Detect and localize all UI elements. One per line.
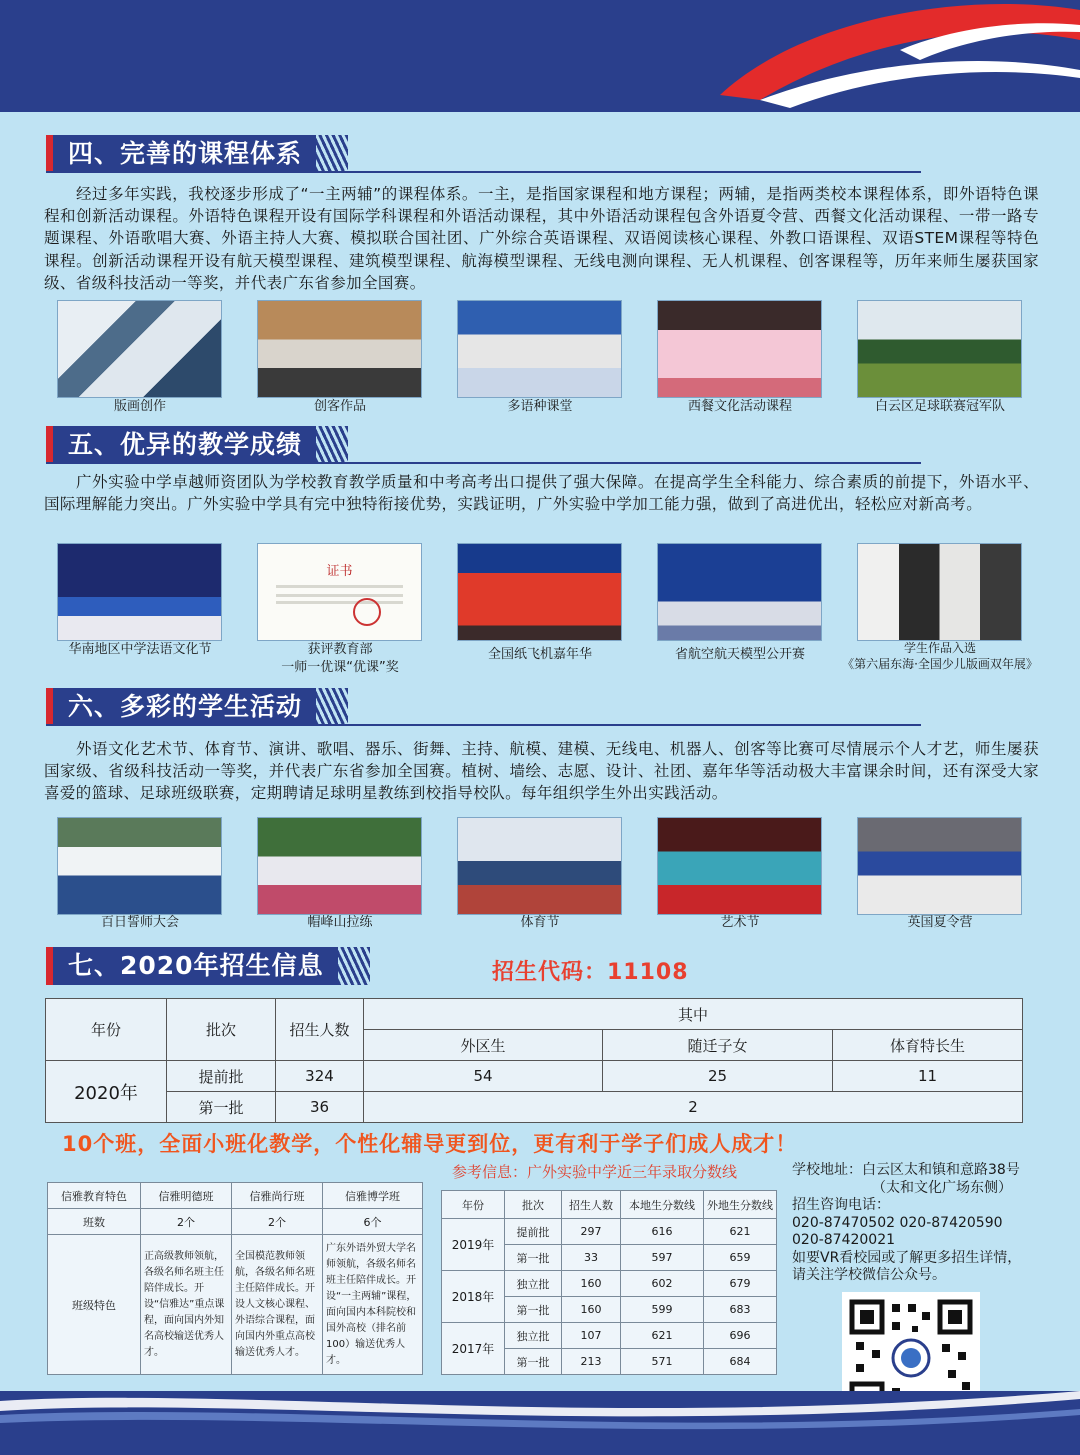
cell-outdistrict: 54 — [364, 1061, 603, 1092]
header-stripes — [316, 135, 348, 173]
photo-hiking — [257, 817, 422, 915]
cell-score: 独立批 — [505, 1271, 562, 1297]
th-feature: 信雅教育特色 — [48, 1183, 141, 1209]
section-7-title: 七、2020年招生信息 — [46, 947, 338, 985]
cell-score: 第一批 — [505, 1349, 562, 1375]
cell-score: 107 — [562, 1323, 621, 1349]
cell-score: 679 — [704, 1271, 777, 1297]
cell-class-count: 2个 — [141, 1209, 232, 1235]
section-6-header — [46, 688, 348, 726]
cell-score-year: 2018年 — [442, 1271, 505, 1323]
cell-combined: 2 — [364, 1092, 1023, 1123]
caption-paper-plane: 全国纸飞机嘉年华 — [487, 647, 592, 662]
photo-uk-camp — [857, 817, 1022, 915]
th-among: 其中 — [364, 999, 1023, 1030]
cell-score: 160 — [562, 1297, 621, 1323]
score-table — [441, 1190, 777, 1375]
section-5-paragraph: 广外实验中学卓越师资团队为学校教育教学质量和中考高考出口提供了强大保障。在提高学生全科能力、综合素质的前提下，外语水平、国际理解能力突出。广外实验中学具有完中独特衔接优势，实践证明，广外实验中学加工能力强，做到了高进优出，轻松应对新高考。 — [44, 473, 1039, 514]
cell-score: 684 — [704, 1349, 777, 1375]
caption-aerospace: 省航空航天模型公开赛 — [674, 647, 805, 662]
section-divider — [46, 724, 921, 726]
photo-certificate — [257, 543, 422, 641]
section-6-title: 六、多彩的学生活动 — [46, 688, 316, 726]
cell-score: 621 — [621, 1323, 704, 1349]
photo-sports-day — [457, 817, 622, 915]
header-stripes — [316, 426, 348, 464]
cell-feature-mingde: 正高级教师领航，各级名师名班主任陪伴成长。开设“信雅达”重点课程，面向国内外知名高校输送优秀人才。 — [141, 1235, 232, 1375]
cell-score: 659 — [704, 1245, 777, 1271]
cell-score: 33 — [562, 1245, 621, 1271]
top-banner — [0, 0, 1080, 112]
cell-sports: 11 — [833, 1061, 1023, 1092]
caption-award-line2: 一师一优课“优课”奖 — [281, 660, 399, 675]
photo-printmaking — [57, 300, 222, 398]
certificate-title: 证书 — [326, 564, 353, 579]
caption-uk-camp: 英国夏令营 — [907, 915, 973, 930]
cell-score-year: 2017年 — [442, 1323, 505, 1375]
th-outdistrict: 外区生 — [364, 1030, 603, 1061]
cell-score: 683 — [704, 1297, 777, 1323]
caption-award-line1: 获评教育部 — [307, 642, 373, 657]
cell-score: 599 — [621, 1297, 704, 1323]
cell-score: 160 — [562, 1271, 621, 1297]
header-stripes — [316, 688, 348, 726]
caption-football: 白云区足球联赛冠军队 — [874, 399, 1005, 414]
phone-number-extra: 020-87420021 — [792, 1232, 896, 1248]
swoosh-logo-decoration — [0, 0, 1080, 112]
cell-feature-shangxing: 全国模范教师领航，各级名师名班主任陪伴成长。开设人文核心课程、外语综合课程，面向国内外重点高校输送优秀人才。 — [232, 1235, 323, 1375]
section-6-paragraph: 外语文化艺术节、体育节、演讲、歌唱、器乐、街舞、主持、航模、建模、无线电、机器人、创客等比赛可尽情展示个人才艺，师生屡获国家级、省级科技活动一等奖，并代表广东省参加全国赛。植树、墙绘、志愿、设计、社团、嘉年华等活动极大丰富课余时间，还有深受大家喜爱的篮球、足球班级联赛，定期聘请足球明星教练到校指导校队。每年组织学生外出实践活动。 — [44, 740, 1039, 803]
cell-feature-label: 班级特色 — [48, 1235, 141, 1375]
school-address: 学校地址：白云区太和镇和意路38号 — [792, 1162, 1020, 1178]
wechat-note-line2: 请关注学校微信公众号。 — [792, 1267, 946, 1283]
phone-numbers: 020-87470502 020-87420590 — [792, 1214, 1003, 1231]
cell-batch: 提前批 — [167, 1061, 276, 1092]
cell-score-year: 2019年 — [442, 1219, 505, 1271]
th-score-count: 招生人数 — [562, 1191, 621, 1219]
th-sports: 体育特长生 — [833, 1030, 1023, 1061]
caption-multilingual: 多语种课堂 — [507, 399, 573, 414]
cell-year: 2020年 — [46, 1061, 167, 1123]
caption-french-festival: 华南地区中学法语文化节 — [68, 642, 212, 657]
cell-score: 621 — [704, 1219, 777, 1245]
enrollment-table — [45, 998, 1023, 1123]
class-feature-table — [47, 1182, 423, 1375]
caption-sports: 体育节 — [520, 915, 560, 930]
th-batch: 批次 — [167, 999, 276, 1061]
th-class-shangxing: 信雅尚行班 — [232, 1183, 323, 1209]
reference-title: 参考信息：广外实验中学近三年录取分数线 — [452, 1163, 738, 1181]
header-stripes — [338, 947, 370, 985]
cell-count: 324 — [276, 1061, 364, 1092]
cell-score: 213 — [562, 1349, 621, 1375]
section-4-header — [46, 135, 348, 173]
th-score-local: 本地生分数线 — [621, 1191, 704, 1219]
cell-batch: 第一批 — [167, 1092, 276, 1123]
th-class-mingde: 信雅明德班 — [141, 1183, 232, 1209]
section-4-title: 四、完善的课程体系 — [46, 135, 316, 173]
cell-score: 独立批 — [505, 1323, 562, 1349]
cell-class-count: 2个 — [232, 1209, 323, 1235]
photo-western-food — [657, 300, 822, 398]
caption-printmaking: 版画创作 — [113, 399, 166, 414]
photo-paper-plane — [457, 543, 622, 641]
cell-score: 571 — [621, 1349, 704, 1375]
caption-prints-line1: 学生作品入选 — [903, 641, 976, 655]
cell-count: 36 — [276, 1092, 364, 1123]
photo-multilingual-class — [457, 300, 622, 398]
cell-score: 602 — [621, 1271, 704, 1297]
caption-oath: 百日誓师大会 — [100, 915, 179, 930]
school-address-note: （太和文化广场东侧） — [872, 1179, 1012, 1196]
section-5-header — [46, 426, 348, 464]
caption-maker: 创客作品 — [313, 399, 366, 414]
cell-score: 提前批 — [505, 1219, 562, 1245]
cell-feature-boxue: 广东外语外贸大学名师领航，各级名师名班主任陪伴成长。开设“一主两辅”课程，面向国内本科院校和国外高校（排名前100）输送优秀人才。 — [323, 1235, 423, 1375]
cell-score: 696 — [704, 1323, 777, 1349]
photo-oath-rally — [57, 817, 222, 915]
wechat-note-line1: 如要VR看校园或了解更多招生详情， — [792, 1249, 1022, 1266]
cell-migrant: 25 — [603, 1061, 833, 1092]
certificate-seal-icon — [353, 598, 381, 626]
wave-decoration — [0, 1391, 1080, 1455]
section-7-header — [46, 947, 370, 985]
th-score-year: 年份 — [442, 1191, 505, 1219]
section-5-title: 五、优异的教学成绩 — [46, 426, 316, 464]
photo-aerospace-model — [657, 543, 822, 641]
caption-art: 艺术节 — [720, 915, 760, 930]
th-class-boxue: 信雅博学班 — [323, 1183, 423, 1209]
bottom-banner — [0, 1391, 1080, 1455]
th-score-batch: 批次 — [505, 1191, 562, 1219]
slogan: 10个班，全面小班化教学，个性化辅导更到位，更有利于学子们成人成才！ — [62, 1132, 798, 1156]
section-divider — [46, 462, 921, 464]
caption-western-food: 西餐文化活动课程 — [687, 399, 792, 414]
th-count: 招生人数 — [276, 999, 364, 1061]
caption-prints-line2: 《第六届东海·全国少儿版画双年展》 — [842, 657, 1038, 671]
th-score-nonlocal: 外地生分数线 — [704, 1191, 777, 1219]
th-year: 年份 — [46, 999, 167, 1061]
contact-block — [792, 1162, 1021, 1285]
cell-score: 第一批 — [505, 1245, 562, 1271]
cell-score: 297 — [562, 1219, 621, 1245]
photo-football-team — [857, 300, 1022, 398]
cell-score: 第一批 — [505, 1297, 562, 1323]
photo-maker-works — [257, 300, 422, 398]
cell-class-count-label: 班数 — [48, 1209, 141, 1235]
enrollment-code: 招生代码：11108 — [492, 960, 689, 985]
photo-student-prints — [857, 543, 1022, 641]
photo-art-festival — [657, 817, 822, 915]
cell-class-count: 6个 — [323, 1209, 423, 1235]
phone-label: 招生咨询电话： — [792, 1197, 890, 1213]
photo-french-festival — [57, 543, 222, 641]
cell-score: 597 — [621, 1245, 704, 1271]
section-4-paragraph: 经过多年实践，我校逐步形成了“一主两辅”的课程体系。一主，是指国家课程和地方课程；两辅，是指两类校本课程体系，即外语特色课程和创新活动课程。外语特色课程开设有国际学科课程和外语活动课程，其中外语活动课程包含外语夏令营、西餐文化活动课程、一带一路专题课程、外语歌唱大赛、外语主持人大赛、模拟联合国社团、广外综合英语课程、双语阅读核心课程、外教口语课程、双语STEM课程等特色课程。创新活动课程开设有航天模型课程、建筑模型课程、航海模型课程、无线电测向课程、无人机课程、创客课程等，历年来师生屡获国家级、省级科技活动一等奖，并代表广东省参加全国赛。 — [44, 185, 1039, 292]
cell-score: 616 — [621, 1219, 704, 1245]
caption-hiking: 帽峰山拉练 — [307, 915, 373, 930]
section-divider — [46, 171, 921, 173]
th-migrant: 随迁子女 — [603, 1030, 833, 1061]
